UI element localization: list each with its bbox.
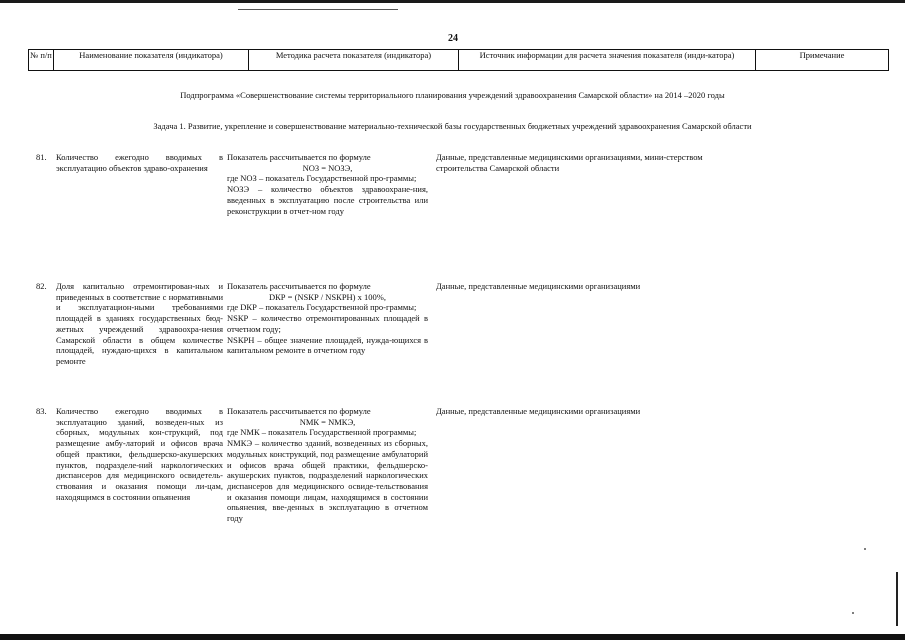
method-line: NSКР – количество отремонтированных площадей в отчетном году; [227,313,428,334]
scan-speck [864,548,866,550]
table-header [28,49,889,71]
source-cell: Данные, представленные медицинскими организациями [436,406,641,416]
source-cell: Данные, представленные медицинскими организациями, мини-стерством строительства Самарской области [436,152,703,173]
method-intro: Показатель рассчитывается по формуле [227,406,371,416]
top-scan-border [0,0,905,3]
method-line: NОЗЭ – количество объектов здравоохране-ния, введенных в эксплуатацию после строительства или реконструкции в отчет-ном году [227,184,428,216]
method-intro: Показатель рассчитывается по формуле [227,152,371,162]
formula: NМК = NМКЭ, [299,416,356,427]
method-line: где NОЗ – показатель Государственной про-граммы; [227,173,417,184]
formula: NОЗ = NОЗЭ, [302,162,353,173]
method-cell [227,406,428,524]
header-number: № п/п [29,50,54,70]
subprogram-title: Подпрограмма «Совершенствование системы территориального планирования учреждений здравоохранения Самарской области» на 2014 –2020 годы [180,90,725,100]
indicator-name: Количество ежегодно вводимых в эксплуатацию зданий, возведен-ных из сборных, модульных кон-струкций, под размещение амбу-латорий и офисов врача общей практики, фельдшерско-акушерских пунктов, подразделе-ний наркологических диспансеров для медицинского освидетель-ствования и оказания помощи ли-цам, находящимся в состоянии опьянения [56,406,223,502]
method-line: NМКЭ – количество зданий, возведенных из сборных, модульных конструкций, под размещение амбулаторий и офисов врача общей практики, фельдшерско-акушерских пунктов, подразделений наркологических диспансеров для медицинского освиде-тельствования и оказания помощи лицам, находящимся в состоянии опьянения, вве-денных в эксплуатацию в отчетном году [227,438,428,524]
row-number: 81. [36,152,47,162]
top-scan-line [238,9,398,10]
scan-speck [852,612,854,614]
indicator-name: Доля капитально отремонтирован-ных и приведенных в соответствие с нормативными и эксплуатацион-ными требованиями площадей в зданиях государственных бюд-жетных учреждений здравоохра-нения Самарской области в общем количестве площадей, нуждаю-щихся в капитальном ремонте [56,281,223,366]
header-note: Примечание [799,50,845,60]
method-line: где NМК – показатель Государственной программы; [227,427,417,438]
bottom-scan-border [0,634,905,640]
formula: DКР = (NSКР / NSКРН) х 100%, [269,291,386,302]
method-line: NSКРН – общее значение площадей, нужда-ющихся в капитальном ремонте в отчетном году [227,334,428,356]
indicator-name: Количество ежегодно вводимых в эксплуатацию объектов здраво-охранения [56,152,223,173]
header-source: Источник информации для расчета значения показателя (инди-катора) [459,50,756,70]
method-cell [227,152,428,216]
header-indicator-name: Наименование показателя (индикатора) [54,50,249,70]
right-scan-mark [896,572,898,626]
row-number: 82. [36,281,47,291]
method-line: где DКР – показатель Государственной про-граммы; [227,302,417,313]
page-number: 24 [448,33,458,44]
header-method: Методика расчета показателя (индикатора) [249,50,459,70]
method-cell [227,281,428,356]
source-cell: Данные, представленные медицинскими организациями [436,281,641,291]
method-intro: Показатель рассчитывается по формуле [227,281,371,291]
task-title: Задача 1. Развитие, укрепление и совершенствование материально-технической базы государственных бюджетных учреждений здравоохранения Самарской области [153,121,752,131]
row-number: 83. [36,406,47,416]
